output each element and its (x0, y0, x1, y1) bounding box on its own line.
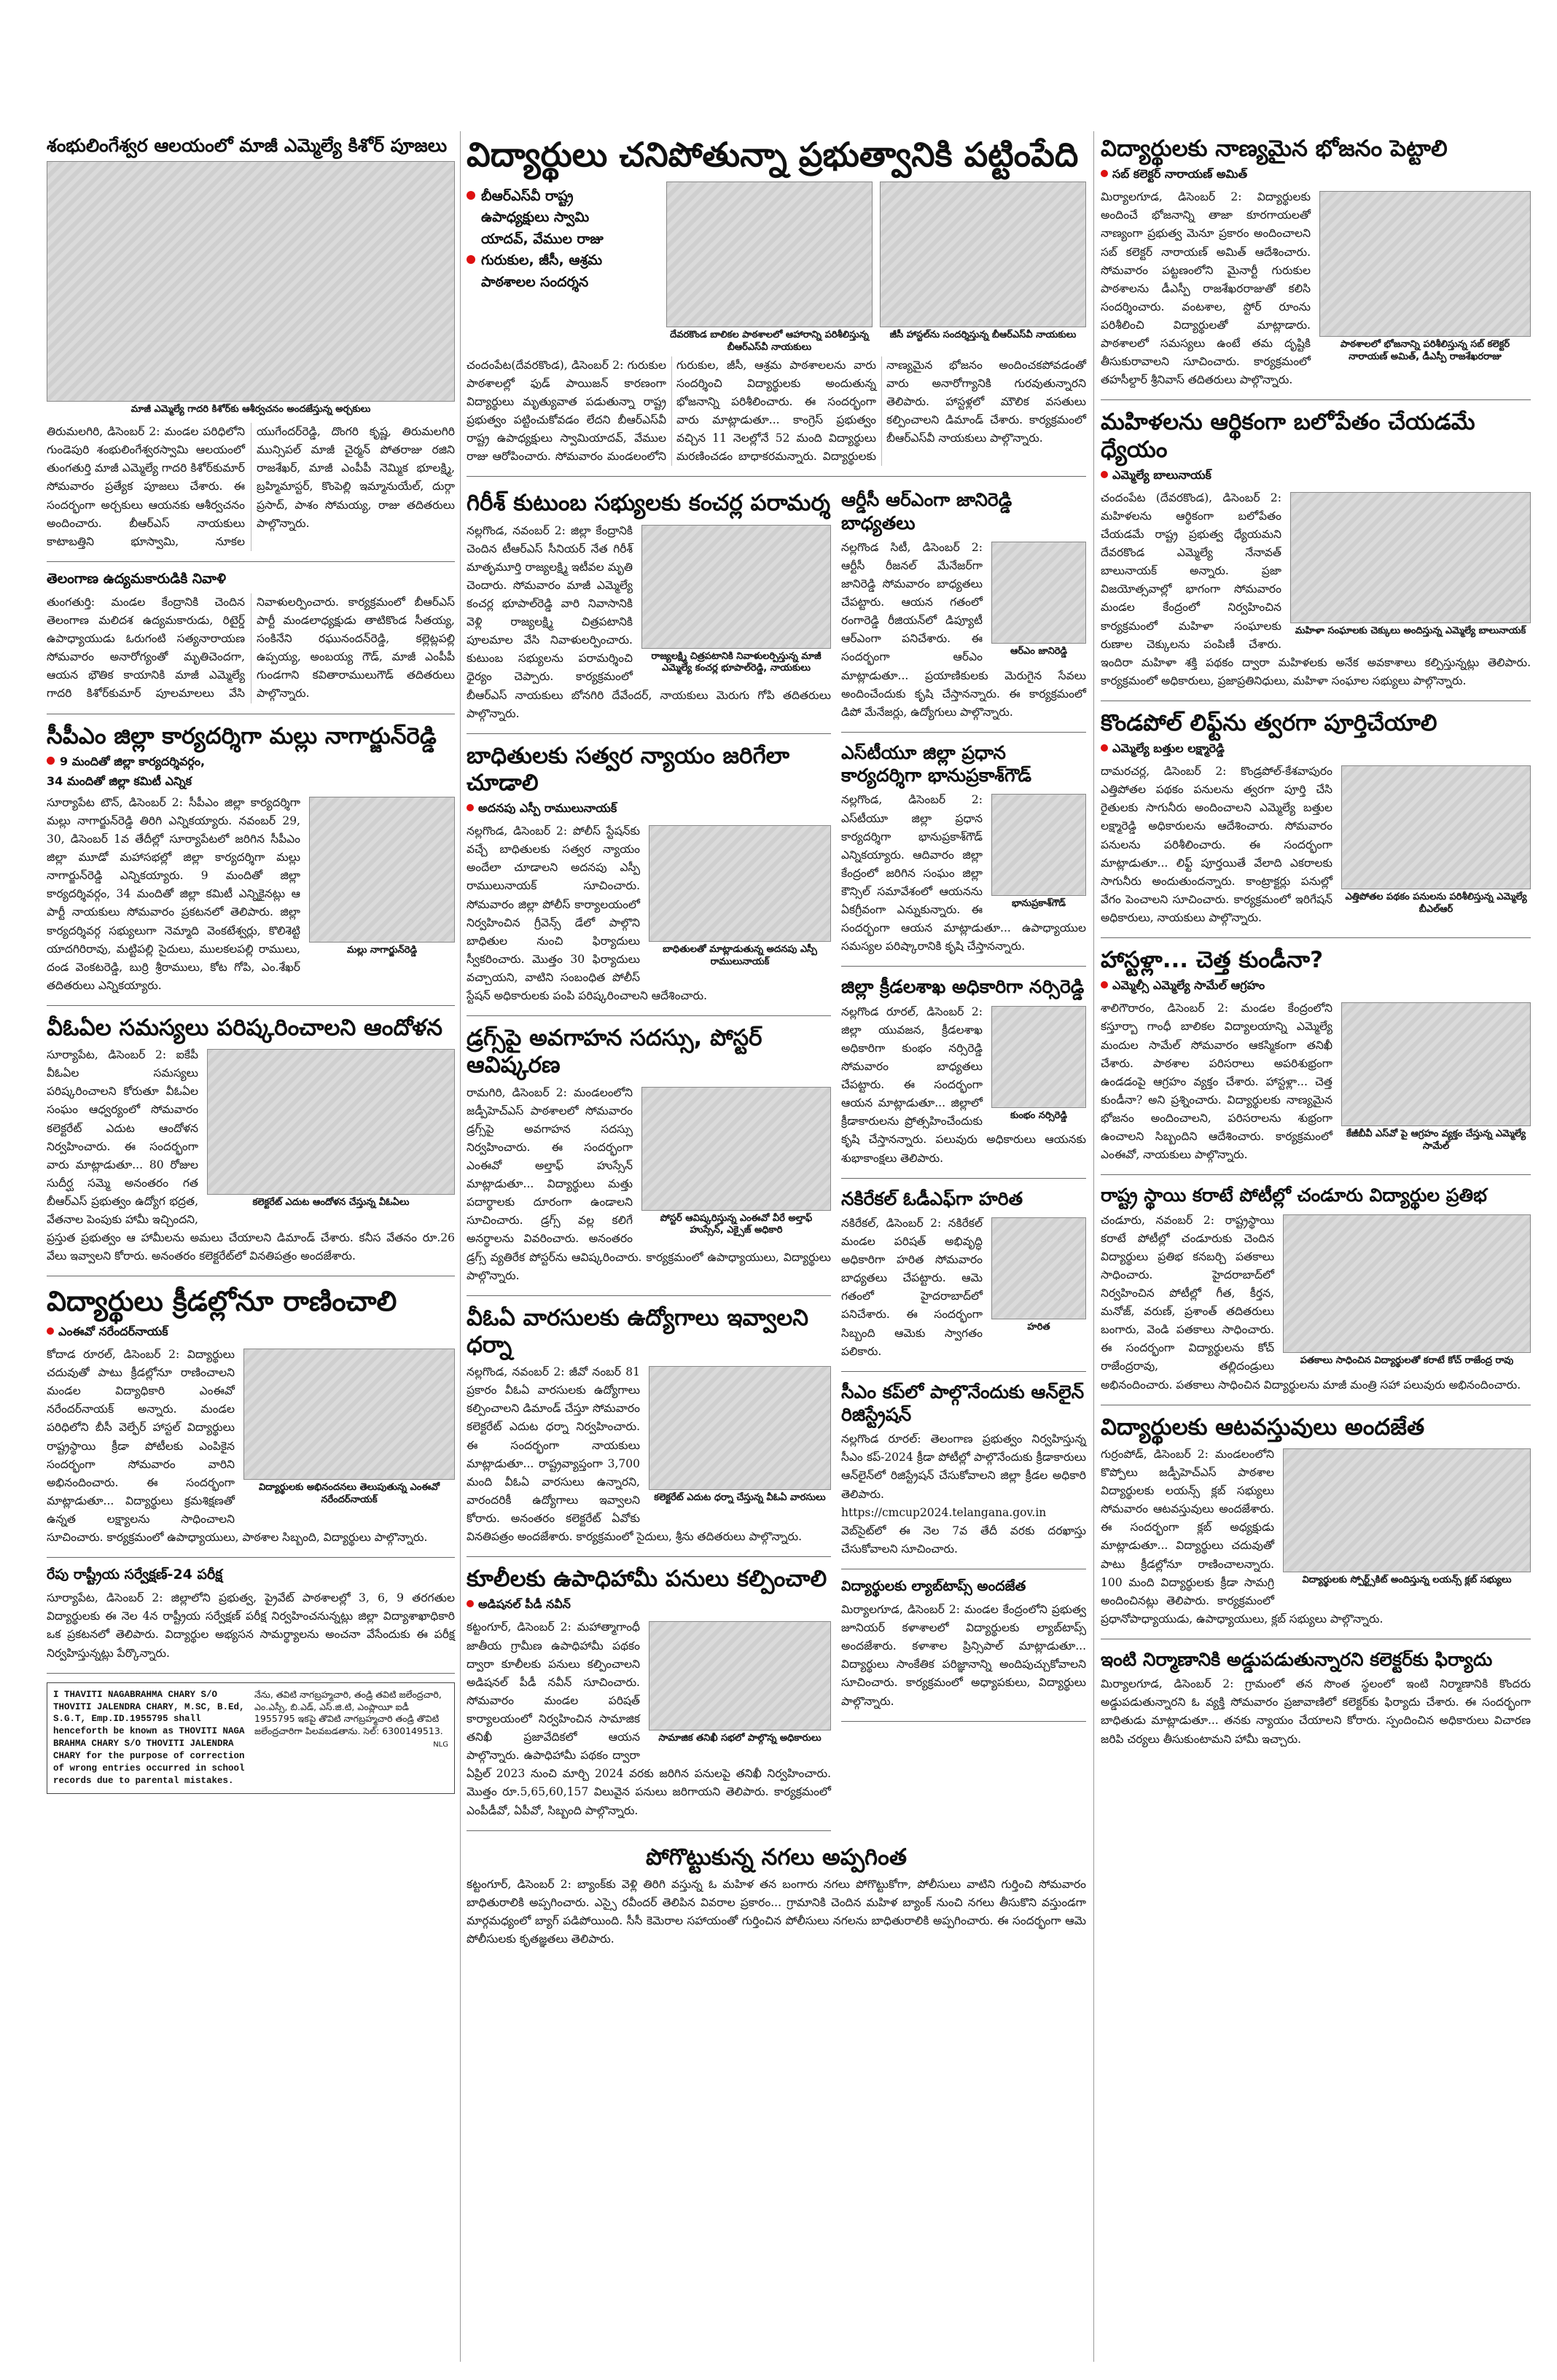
story-survey-exam (47, 1566, 455, 1673)
photo-figure (243, 1349, 455, 1509)
story-body: గుర్రంపోడ్, డిసెంబర్ 2: మండలంలోని కొప్పోలు జడ్పీహెచ్‌ఎస్ పాఠశాల విద్యార్థులకు లయన్స్ క్లబ్ సభ్యులు సోమవారం ఆటవస్తువులు అందజేశారు. ఈ సందర్భంగా క్లబ్ అధ్యక్షుడు మాట్లాడుతూ... విద్యార్థులు చదువుతో పాటు క్రీడల్లోనూ రాణించాలన్నారు. 100 మంది విద్యార్థులకు క్రీడా సామగ్రి అందించినట్లు తెలిపారు. కార్యక్రమంలో ప్రధానోపాధ్యాయుడు, ఉపాధ్యాయులు, క్లబ్ సభ్యులు పాల్గొన్నారు. (1101, 1447, 1384, 1626)
photo-caption: భానుప్రకాశ్‌గౌడ్ (1012, 898, 1066, 910)
column-rule-1 (460, 131, 461, 2362)
headline: విద్యార్థులకు ల్యాబ్‌టాప్స్ అందజేత (841, 1578, 1026, 1595)
story-laptops (841, 1578, 1086, 1722)
byline (1101, 468, 1531, 485)
bullet-text: బీఆర్‌ఎస్‌వీ రాష్ట్ర (481, 187, 574, 204)
byline-text: అడిషనల్ పీడీ నవీన్ (478, 1597, 571, 1612)
byline-text: ఎమ్మెల్యే బాలునాయక్ (1112, 467, 1211, 482)
bullet-icon (47, 757, 55, 765)
headline: ఆర్డీసీ ఆర్‌ఎంగా జానిరెడ్డి బాధ్యతలు (841, 489, 1012, 534)
bullet-item (467, 229, 656, 250)
headline: శంభులింగేశ్వర ఆలయంలో మాజీ ఎమ్మెల్యే కిశోర్ పూజలు (47, 135, 448, 156)
photo-figure (641, 1087, 831, 1240)
headline: విద్యార్థులకు నాణ్యమైన భోజనం పెట్టాలి (1101, 136, 1448, 162)
headline: కూలీలకు ఉపాధిహామీ పనులు కల్పించాలి (467, 1566, 827, 1593)
photo-figure (1283, 1448, 1531, 1589)
headline: గిరీశ్ కుటుంబ సభ్యులకు కంచర్ల పరామర్శ (467, 490, 831, 517)
story-tribute (47, 571, 455, 714)
portrait-photo (991, 1217, 1086, 1319)
headline: హాస్టళ్లా... చెత్త కుండీనా? (1101, 947, 1324, 974)
bullet-item (467, 207, 656, 228)
news-photo (207, 1049, 455, 1195)
lead-photos (666, 182, 1086, 356)
headline: మహిళలను ఆర్థికంగా బలోపేతం చేయడమే ధ్యేయం (1101, 409, 1475, 463)
story-body: నల్లగొండ, డిసెంబర్ 2: ఎస్‌టీయూ జిల్లా ప్రధాన కార్యదర్శిగా భానుప్రకాశ్‌గౌడ్ ఎన్నికయ్యారు. ఆదివారం జిల్లా కేంద్రంలో జరిగిన సంఘం జిల్లా కౌన్సిల్ సమావేశంలో ఆయనను ఏకగ్రీవంగా ఎన్నుకున్నారు. ఈ సందర్భంగా ఆయన మాట్లాడుతూ... ఉపాధ్యాయుల సమస్యల పరిష్కారానికి కృషి చేస్తానన్నారు. (841, 793, 1086, 953)
headline: ఎస్‌టీయూ జిల్లా ప్రధాన కార్యదర్శిగా భానుప్రకాశ్‌గౌడ్ (841, 741, 1032, 787)
center-row-1 (467, 485, 1086, 1839)
story-body: సూర్యాపేట టౌన్, డిసెంబర్ 2: సీపీఎం జిల్లా కార్యదర్శిగా మల్లు నాగార్జున్‌రెడ్డి తిరిగి ఎన్నికయ్యారు. నవంబర్ 29, 30, డిసెంబర్ 1వ తేదీల్లో సూర్యాపేటలో జరిగిన సీపీఎం జిల్లా మూడో మహాసభల్లో జిల్లా కార్యదర్శిగా మల్లు నాగార్జున్‌రెడ్డి ఎన్నికయ్యారు. 9 మందితో జిల్లా కార్యదర్శివర్గం, 34 మందితో జిల్లా కమిటీ ఎన్నికైనట్లు ఆ పార్టీ నాయకులు సోమవారం ప్రకటనలో తెలిపారు. జిల్లా కార్యదర్శివర్గ సభ్యులుగా నెమ్మాది వెంకటేశ్వర్లు, కొలిశెట్టి యాదగిరిరావు, మట్టిపల్లి సైదులు, ములకలపల్లి రాములు, దండ వెంకటరెడ్డి, బుర్రి శ్రీరాములు, కోట గోపి, ఎం.శేఖర్ తదితరులు ఎన్నికయ్యారు. (47, 795, 300, 992)
byline (47, 1324, 455, 1341)
column-left (47, 131, 455, 1794)
story-body: నల్లగొండ, డిసెంబర్ 2: పోలీస్ స్టేషన్‌కు వచ్చే బాధితులకు సత్వర న్యాయం అందేలా చూడాలని అదనపు ఎస్పీ రాములునాయక్ సూచించారు. సోమవారం జిల్లా పోలీస్ కార్యాలయంలో నిర్వహించిన గ్రీవెన్స్ డేలో పాల్గొని బాధితుల నుంచి ఫిర్యాదులు స్వీకరించారు. మొత్తం 30 ఫిర్యాదులు వచ్చాయని, వాటిని సంబంధిత పోలీస్ స్టేషన్ అధికారులకు పంపి పరిష్కరించాలని ఆదేశించారు. (467, 824, 708, 1003)
story-victims-justice (467, 743, 831, 1016)
bullet-text: ఉపాధ్యక్షులు స్వామి (481, 209, 590, 226)
story-body: తిరుమలగిరి, డిసెంబర్ 2: మండల పరిధిలోని గుండెపురి శంభులింగేశ్వరస్వామి ఆలయంలో తుంగతుర్తి మాజీ ఎమ్మెల్యే గాదరి కిశోర్‌కుమార్ సోమవారం ప్రత్యేక పూజలు చేశారు. ఈ సందర్భంగా అర్చకులు ఆయనకు ఆశీర్వచనం అందించారు. బీఆర్‌ఎస్ నాయకులు కాటాబత్తిని భూస్వామి, నూకల యుగేందర్‌రెడ్డి, దొంగరి కృష్ణ, తిరుమలగిరి మున్సిపల్ మాజీ చైర్మన్ పోతరాజు రజిని రాజశేఖర్, మాజీ ఎంపీపీ నెమ్మిక భూలక్ష్మి, బ్రహ్మిమాస్టర్, కొంపెల్లి ఇమ్మానుయేల్, దుర్గా ప్రసాద్, పాశం సోమయ్య, రాజు తదితరులు పాల్గొన్నారు. (47, 425, 455, 548)
story-body: సూర్యాపేట, డిసెంబర్ 2: ఐకేపీ వీఓఏల సమస్యలు పరిష్కరించాలని కోరుతూ వీఓఏల సంఘం ఆధ్వర్యంలో సోమవారం కలెక్టరేట్ ఎదుట ఆందోళన నిర్వహించారు. ఈ సందర్భంగా వారు మాట్లాడుతూ... 80 రోజుల సుదీర్ఘ సమ్మె అనంతరం గత బీఆర్‌ఎస్ ప్రభుత్వం ఉద్యోగ భద్రత, వేతనాల పెంపుకు హామీ ఇచ్చిందని, ప్రస్తుత ప్రభుత్వం ఆ హామీలను అమలు చేయాలని డిమాండ్ చేశారు. కనీస వేతనం రూ.26 వేలు ఇవ్వాలని కోరారు. అనంతరం కలెక్టరేట్‌లో వినతిపత్రం అందజేశారు. (47, 1048, 455, 1263)
story-body: దామరచర్ల, డిసెంబర్ 2: కొండ్రపోల్-కేశవాపురం ఎత్తిపోతల పథకం పనులను త్వరగా పూర్తి చేసి రైతులకు సాగునీరు అందించాలని ఎమ్మెల్యే బత్తుల లక్ష్మారెడ్డి అధికారులను ఆదేశించారు. సోమవారం పనులను పరిశీలించారు. ఈ సందర్భంగా మాట్లాడుతూ... లిఫ్ట్ పూర్తయితే వేలాది ఎకరాలకు సాగునీరు అందుతుందన్నారు. కాంట్రాక్టర్లు పనుల్లో వేగం పెంచాలని సూచించారు. కార్యక్రమంలో ఇరిగేషన్ అధికారులు, నాయకులు పాల్గొన్నారు. (1101, 765, 1332, 925)
photo-caption: ఎత్తిపోతల పథకం పనులను పరిశీలిస్తున్న ఎమ్మెల్యే బీఎల్‌ఆర్ (1345, 891, 1527, 916)
byline (467, 801, 831, 818)
story-quality-food (1101, 136, 1531, 400)
photo-figure (1319, 191, 1531, 366)
story-karate (1101, 1184, 1531, 1405)
story-voa-protest (47, 1015, 455, 1277)
news-photo (1341, 765, 1531, 889)
photo-caption: బాధితులతో మాట్లాడుతున్న అదనపు ఎస్పీ రాములునాయక్ (663, 944, 817, 967)
bullet-icon (467, 804, 474, 811)
photo-caption: కలెక్టరేట్ ఎదుట ధర్నా చేస్తున్న వీఓఏ వారసులు (654, 1492, 826, 1504)
story-body: నల్లగొండ రూరల్: తెలంగాణ ప్రభుత్వం నిర్వహిస్తున్న సీఎం కప్-2024 క్రీడా పోటీల్లో పాల్గొనేందుకు క్రీడాకారులు ఆన్‌లైన్‌లో రిజిస్ట్రేషన్ చేసుకోవాలని జిల్లా క్రీడల అధికారి తెలిపారు. https://cmcup2024.telangana.gov.in వెబ్‌సైట్‌లో ఈ నెల 7వ తేదీ వరకు దరఖాస్తు చేసుకోవాలని సూచించారు. (841, 1432, 1086, 1556)
lead-bullets (467, 186, 656, 351)
photo-figure (1290, 492, 1531, 640)
story-body: తుంగతుర్తి: మండల కేంద్రానికి చెందిన తెలంగాణ మలిదశ ఉద్యమకారుడు, రిటైర్డ్ ఉపాధ్యాయుడు ఓరుగంటి సత్యనారాయణ సోమవారం అనారోగ్యంతో మృతిచెందగా, ఆయన భౌతిక కాయానికి మాజీ ఎమ్మెల్యే గాదరి కిశోర్‌కుమార్ పూలమాలలు వేసి నివాళులర్పించారు. కార్యక్రమంలో బీఆర్‌ఎస్ పార్టీ మండలాధ్యక్షుడు తాటికొండ సీతయ్య, సంకినేని రఘునందన్‌రెడ్డి, కల్లెట్లపల్లి ఉప్పయ్య, అంబయ్య గౌడ్, మాజీ ఎంపీపీ గుండగాని కవితారాములుగౌడ్ తదితరులు పాల్గొన్నారు. (47, 595, 455, 701)
story-rtc-rm (841, 488, 1086, 733)
byline (1101, 167, 1531, 184)
news-photo (1283, 1214, 1531, 1353)
portrait-figure (991, 794, 1086, 913)
news-photo (243, 1349, 455, 1480)
story-body: చండూరు, నవంబర్ 2: రాష్ట్రస్థాయి కరాటే పోటీల్లో చండూరుకు చెందిన విద్యార్థులు ప్రతిభ కనబర్చి పతకాలు సాధించారు. హైదరాబాద్‌లో నిర్వహించిన పోటీల్లో గీత, కీర్తన, మనోజ్, వరుణ్, ప్రశాంత్ తదితరులు బంగారు, వెండి పతకాలు సాధించారు. ఈ సందర్భంగా విద్యార్థులను కోచ్ రాజేంద్రరావు, తల్లిదండ్రులు అభినందించారు. పతకాలు సాధించిన విద్యార్థులను మాజీ మంత్రి సహా పలువురు అభినందించారు. (1101, 1213, 1521, 1392)
news-photo (880, 182, 1086, 327)
photo-caption: హరిత (1027, 1321, 1050, 1333)
story-body: రామగిరి, డిసెంబర్ 2: మండలంలోని జడ్పీహెచ్‌ఎస్ పాఠశాలలో సోమవారం డ్రగ్స్‌పై అవగాహన సదస్సు నిర్వహించారు. ఈ సందర్భంగా ఎంఈవో అల్తాఫ్ హుస్సేన్ మాట్లాడుతూ... విద్యార్థులు మత్తు పదార్థాలకు దూరంగా ఉండాలని సూచించారు. డ్రగ్స్ వల్ల కలిగే అనర్థాలను వివరించారు. అనంతరం డ్రగ్స్ వ్యతిరేక పోస్టర్‌ను ఆవిష్కరించారు. కార్యక్రమంలో ఉపాధ్యాయులు, విద్యార్థులు పాల్గొన్నారు. (467, 1085, 831, 1282)
headline: వీఓఏల సమస్యలు పరిష్కరించాలని ఆందోళన (47, 1014, 443, 1041)
story-voa-heirs (467, 1305, 831, 1557)
story-kondapol-lift (1101, 710, 1531, 938)
photo-caption: పోస్టర్ ఆవిష్కరిస్తున్న ఎంఈవో వీరే అల్తాఫ్ హుస్సేన్, ఎక్సైజ్ అధికారి (660, 1212, 813, 1236)
story-sports-officer (841, 975, 1086, 1178)
lead-photo-row (666, 182, 1086, 356)
notice-english: I THAVITI NAGABRAHMA CHARY S/O THOVITI JALENDRA CHARY, M.SC, B.Ed, S.G.T, Emp.ID.1955795 shall henceforth be known as THOVITI NAGA BRAHMA CHARY S/O THOVITI JALENDRA CHARY for the purpose of correction of wrong entries occurred in school records due to parental mistakes. (53, 1689, 245, 1786)
bullet-icon (467, 191, 475, 200)
column-right (1101, 131, 1531, 1768)
photo-figure (1341, 1002, 1531, 1155)
photo-caption: కుంభం నర్సిరెడ్డి (1010, 1109, 1067, 1121)
photo-caption: మల్లు నాగార్జున్‌రెడ్డి (346, 944, 418, 956)
notice-tag: NLG (433, 1741, 448, 1749)
photo-figure (649, 1621, 831, 1747)
news-photo (666, 182, 873, 327)
headline: బాధితులకు సత్వర న్యాయం జరిగేలా చూడాలి (467, 742, 790, 796)
story-mgnrega (467, 1566, 831, 1830)
photo-figure (207, 1049, 455, 1212)
news-photo (641, 525, 831, 649)
photo-caption: పాఠశాలలో భోజనాన్ని పరిశీలిస్తున్న సబ్ కలెక్టర్ నారాయణ్ అమిత్, డీఎస్పీ రాజశేఖరరాజు (1340, 339, 1510, 363)
story-body: శాలిగౌరారం, డిసెంబర్ 2: మండల కేంద్రంలోని కస్తూర్బా గాంధీ బాలికల విద్యాలయాన్ని ఎమ్మెల్యే మందుల సామేల్ సోమవారం ఆకస్మికంగా తనిఖీ చేశారు. పాఠశాల పరిసరాలు అపరిశుభ్రంగా ఉండడంపై ఆగ్రహం వ్యక్తం చేశారు. హాస్టళ్లా... చెత్త కుండీనా? అని ప్రశ్నించారు. విద్యార్థులకు నాణ్యమైన భోజనం అందించాలని, పరిసరాలను శుభ్రంగా ఉంచాలని సిబ్బందిని ఆదేశించారు. కార్యక్రమంలో ఎంఈవో, నాయకులు పాల్గొన్నారు. (1101, 1002, 1332, 1162)
photo-caption: జీసీ హాస్టల్‌ను సందర్శిస్తున్న బీఆర్‌ఎస్‌వీ నాయకులు (889, 329, 1077, 340)
photo-figure (1341, 765, 1531, 918)
story-body: చందంపేట (దేవరకొండ), డిసెంబర్ 2: మహిళలను ఆర్థికంగా బలోపేతం చేయడమే రాష్ట్ర ప్రభుత్వ ధ్యేయమని దేవరకొండ ఎమ్మెల్యే నేనావత్ బాలునాయక్ అన్నారు. ప్రజా విజయోత్సవాల్లో భాగంగా సోమవారం మండల కేంద్రంలో నిర్వహించిన కార్యక్రమంలో మహిళా సంఘాలకు రుణాల చెక్కులను పంపిణీ చేశారు. ఇందిరా మహిళా శక్తి పథకం ద్వారా మహిళలకు అనేక అవకాశాలు కల్పిస్తున్నట్లు తెలిపారు. కార్యక్రమంలో అధికారులు, ప్రజాప్రతినిధులు, మహిళా సంఘాల సభ్యులు పాల్గొన్నారు. (1101, 491, 1531, 687)
column-rule-2 (1093, 131, 1094, 2362)
bullet-icon (1101, 981, 1108, 988)
story-body: కోదాడ రూరల్, డిసెంబర్ 2: విద్యార్థులు చదువుతో పాటు క్రీడల్లోనూ రాణించాలని మండల విద్యాధికారి ఎంఈవో నరేందర్‌నాయక్ అన్నారు. మండల పరిధిలోని బీసీ వెల్ఫేర్ హాస్టల్ విద్యార్థులు రాష్ట్రస్థాయి క్రీడా పోటీలకు ఎంపికైన సందర్భంగా సోమవారం వారిని అభినందించారు. ఈ సందర్భంగా మాట్లాడుతూ... విద్యార్థులు క్రమశిక్షణతో ఉన్నత లక్ష్యాలను సాధించాలని సూచించారు. కార్యక్రమంలో ఉపాధ్యాయులు, పాఠశాల సిబ్బంది, విద్యార్థులు పాల్గొన్నారు. (47, 1348, 428, 1545)
byline (1101, 741, 1531, 758)
lead-headline: విద్యార్థులు చనిపోతున్నా ప్రభుత్వానికి పట్టింపేది (467, 135, 1079, 174)
news-photo (649, 1621, 831, 1731)
byline-text: సబ్ కలెక్టర్ నారాయణ్ అమిత్ (1112, 167, 1248, 182)
bullet-item (467, 186, 656, 207)
headline: తెలంగాణ ఉద్యమకారుడికి నివాళి (47, 570, 227, 587)
headline: నకిరేకల్ ఓడీఎఫ్‌గా హరిత (841, 1187, 1023, 1209)
photo-figure (666, 182, 873, 356)
story-cm-cup (841, 1381, 1086, 1569)
headline: విద్యార్థులకు ఆటవస్తువులు అందజేత (1101, 1413, 1425, 1440)
story-body: నల్లగొండ సిటీ, డిసెంబర్ 2: ఆర్టీసీ రీజనల్ మేనేజర్‌గా జానిరెడ్డి సోమవారం బాధ్యతలు చేపట్టారు. ఆయన గతంలో రంగారెడ్డి రీజియన్‌లో డిప్యూటీ ఆర్‌ఎంగా పనిచేశారు. ఈ సందర్భంగా ఆర్‌ఎం మాట్లాడుతూ... ప్రయాణికులకు మెరుగైన సేవలు అందించేందుకు కృషి చేస్తానన్నారు. ఈ కార్యక్రమంలో డిపో మేనేజర్లు, ఉద్యోగులు పాల్గొన్నారు. (841, 540, 1086, 719)
name-change-notice (47, 1682, 455, 1794)
column-center (467, 131, 1086, 1967)
story-body: నల్లగొండ, నవంబర్ 2: జిల్లా కేంద్రానికి చెందిన టీఆర్‌ఎస్ సీనియర్ నేత గిరీశ్ మాతృమూర్తి రాజ్యలక్ష్మి ఇటీవల మృతి చెందారు. సోమవారం మాజీ ఎమ్మెల్యే కంచర్ల భూపాల్‌రెడ్డి వారి నివాసానికి వెళ్లి రాజ్యలక్ష్మి చిత్రపటానికి పూలమాల వేసి నివాళులర్పించారు. కుటుంబ సభ్యులను పరామర్శించి ధైర్యం చెప్పారు. కార్యక్రమంలో బీఆర్‌ఎస్ నాయకులు బోనగిరి దేవేందర్, నాయకులు మెరుగు గోపి తదితరులు పాల్గొన్నారు. (467, 523, 831, 720)
story-body: మిర్యాలగూడ, డిసెంబర్ 2: విద్యార్థులకు అందించే భోజనాన్ని తాజా కూరగాయలతో నాణ్యంగా ప్రభుత్వ మెనూ ప్రకారం అందించాలని సబ్ కలెక్టర్ నారాయణ్ అమిత్ ఆదేశించారు. సోమవారం పట్టణంలోని మైనార్టీ గురుకుల పాఠశాలను డీఎస్పీ రాజశేఖరరాజుతో కలిసి సందర్శించారు. వంటశాల, స్టోర్ రూంను పరిశీలించి విద్యార్థులతో మాట్లాడారు. పాఠశాలలో సమస్యలు ఉంటే తమ దృష్టికి తీసుకురావాలని సూచించారు. కార్యక్రమంలో తహసీల్దార్ శ్రీనివాస్ తదితరులు పాల్గొన్నారు. (1101, 190, 1311, 387)
byline-text: ఎమ్మెల్యే బత్తుల లక్ష్మారెడ్డి (1112, 741, 1225, 756)
photo-caption: కేజీబీవీ ఎస్‌వో పై ఆగ్రహం వ్యక్తం చేస్తున్న ఎమ్మెల్యే సామేల్ (1346, 1128, 1526, 1152)
story-lead-students (467, 136, 1086, 477)
news-photo (1341, 1002, 1531, 1126)
photo-caption: మాజీ ఎమ్మెల్యే గాదరి కిశోర్‌కు ఆశీర్వచనం అందజేస్తున్న అర్చకులు (130, 404, 371, 415)
kicker (47, 754, 455, 771)
portrait-photo (309, 797, 455, 943)
portrait-figure (991, 1006, 1086, 1125)
story-drugs-awareness (467, 1025, 831, 1296)
news-photo (649, 1366, 831, 1490)
bullet-icon (467, 255, 475, 264)
photo-caption: రాజ్యలక్ష్మి చిత్రపటానికి నివాళులర్పిస్తున్న మాజీ ఎమ్మెల్యే కంచర్ల భూపాల్‌రెడ్డి, నాయకులు (651, 650, 822, 674)
bullet-text: పాఠశాలల సందర్శన (481, 273, 589, 290)
headline: సీపీఎం జిల్లా కార్యదర్శిగా మల్లు నాగార్జున్‌రెడ్డి (47, 722, 437, 749)
headline: రేపు రాష్ట్రీయ సర్వేక్షణ్-24 పరీక్ష (47, 1566, 223, 1583)
portrait-figure (991, 1217, 1086, 1336)
bullet-icon (467, 1600, 474, 1607)
photo-caption: దేవరకొండ బాలికల పాఠశాలలో ఆహారాన్ని పరిశీలిస్తున్న బీఆర్‌ఎస్‌వీ నాయకులు (670, 329, 869, 353)
headline: రాష్ట్ర స్థాయి కరాటే పోటీల్లో చండూరు విద్యార్థుల ప్రతిభ (1101, 1185, 1487, 1206)
photo-caption: సామాజిక తనిఖీ సభలో పాల్గొన్న అధికారులు (658, 1733, 822, 1744)
story-body: నకిరేకల్, డిసెంబర్ 2: నకిరేకల్ మండల పరిషత్ అభివృద్ధి అధికారిగా హరిత సోమవారం బాధ్యతలు చేపట్టారు. ఆమె గతంలో హైదరాబాద్‌లో పనిచేశారు. ఈ సందర్భంగా సిబ్బంది ఆమెకు స్వాగతం పలికారు. (841, 1216, 983, 1358)
photo-caption: మహిళా సంఘాలకు చెక్కులు అందిస్తున్న ఎమ్మెల్యే బాలునాయక్ (1295, 625, 1526, 636)
photo-caption: విద్యార్థులకు అభినందనలు తెలుపుతున్న ఎంఈవో నరేందర్‌నాయక్ (258, 1482, 440, 1505)
kicker-text: 34 మందితో జిల్లా కమిటీ ఎన్నిక (47, 773, 192, 788)
photo-figure (880, 182, 1086, 356)
portrait-photo (991, 542, 1086, 644)
story-body: కట్టంగూర్, డిసెంబర్ 2: మహాత్మాగాంధీ జాతీయ గ్రామీణ ఉపాధిహామీ పథకం ద్వారా కూలీలకు పనులు కల్పించాలని అడిషనల్ పీడీ నవీన్ సూచించారు. సోమవారం మండల పరిషత్ కార్యాలయంలో నిర్వహించిన సామాజిక తనిఖీ ప్రజావేదికలో ఆయన పాల్గొన్నారు. ఉపాధిహామీ పథకం ద్వారా ఏప్రిల్ 2023 నుంచి మార్చి 2024 వరకు జరిగిన పనులపై తనిఖీ నిర్వహించారు. మొత్తం రూ.5,65,60,157 విలువైన పనులు జరిగాయని తెలిపారు. కార్యక్రమంలో ఎంపీడీవో, ఏపీవో, సిబ్బంది పాల్గొన్నారు. (467, 1620, 831, 1817)
story-hostel-garbage (1101, 947, 1531, 1175)
byline-text: అదనపు ఎస్పీ రాములునాయక్ (478, 801, 617, 816)
story-body: నల్లగొండ రూరల్, డిసెంబర్ 2: జిల్లా యువజన, క్రీడలశాఖ అధికారిగా కుంభం నర్సిరెడ్డి సోమవారం బాధ్యతలు చేపట్టారు. ఈ సందర్భంగా ఆయన మాట్లాడుతూ... జిల్లాలో క్రీడాకారులను ప్రోత్సహించేందుకు కృషి చేస్తానన్నారు. పలువురు అధికారులు ఆయనకు శుభాకాంక్షలు తెలిపారు. (841, 1004, 1086, 1165)
headline: కొండపోల్ లిఫ్ట్‌ను త్వరగా పూర్తిచేయాలి (1101, 709, 1437, 736)
headline: డ్రగ్స్‌పై అవగాహన సదస్సు, పోస్టర్ ఆవిష్కరణ (467, 1025, 762, 1079)
story-sports-kits (1101, 1414, 1531, 1639)
news-photo (1319, 191, 1531, 337)
headline: వీఓఏ వారసులకు ఉద్యోగాలు ఇవ్వాలని ధర్నా (467, 1304, 808, 1358)
bullet-text: యాదవ్, వేముల రాజు (481, 230, 604, 247)
story-jewels-returned (467, 1844, 1086, 1959)
story-body: నల్లగొండ, నవంబర్ 2: జీవో నంబర్ 81 ప్రకారం వీఓఏ వారసులకు ఉద్యోగాలు కల్పించాలని డిమాండ్ చేస్తూ సోమవారం కలెక్టరేట్ ఎదుట ధర్నా నిర్వహించారు. ఈ సందర్భంగా నాయకులు మాట్లాడుతూ... రాష్ట్రవ్యాప్తంగా 3,700 మంది వీఓఏ వారసులు ఉన్నారని, వారందరికీ ఉద్యోగాలు ఇవ్వాలని కోరారు. అనంతరం కలెక్టరేట్ ఏవోకు వినతిపత్రం అందజేశారు. కార్యక్రమంలో సైదులు, శ్రీను తదితరులు పాల్గొన్నారు. (467, 1365, 803, 1544)
story-body: మిర్యాలగూడ, డిసెంబర్ 2: గ్రామంలో తన సొంత స్థలంలో ఇంటి నిర్మాణానికి కొందరు అడ్డుపడుతున్నారని ఓ వ్యక్తి సోమవారం ప్రజావాణిలో కలెక్టర్‌కు ఫిర్యాదు చేశారు. ఈ సందర్భంగా బాధితుడు మాట్లాడుతూ... తనకు న్యాయం చేయాలని కోరారు. స్పందించిన అధికారులు విచారణ జరిపి చర్యలు తీసుకుంటామని హామీ ఇచ్చారు. (1101, 1677, 1531, 1746)
headline: ఇంటి నిర్మాణానికి అడ్డుపడుతున్నారని కలెక్టర్‌కు ఫిర్యాదు (1101, 1648, 1493, 1670)
news-photo (47, 161, 455, 402)
story-body: చందంపేట(దేవరకొండ), డిసెంబర్ 2: గురుకుల పాఠశాలల్లో ఫుడ్ పాయిజన్ కారణంగా విద్యార్థులు మృత్యువాత పడుతున్నా రాష్ట్ర ప్రభుత్వం పట్టించుకోవడం లేదని బీఆర్‌ఎస్‌వీ రాష్ట్ర ఉపాధ్యక్షులు స్వామియాదవ్, వేముల రాజు ఆరోపించారు. సోమవారం మండలంలోని గురుకుల, జీసీ, ఆశ్రమ పాఠశాలలను వారు సందర్శించి విద్యార్థులకు అందుతున్న భోజనాన్ని పరిశీలించారు. ఈ సందర్భంగా వారు మాట్లాడుతూ... కాంగ్రెస్ ప్రభుత్వం వచ్చిన 11 నెలల్లోనే 52 మంది విద్యార్థులు మరణించడం బాధాకరమన్నారు. విద్యార్థులకు నాణ్యమైన భోజనం అందించకపోవడంతో వారు అనారోగ్యానికి గురవుతున్నారని తెలిపారు. హాస్టళ్లలో మౌలిక వసతులు కల్పించాలని డిమాండ్ చేశారు. కార్యక్రమంలో బీఆర్‌ఎస్‌వీ నాయకులు పాల్గొన్నారు. (467, 358, 1086, 464)
bullet-icon (47, 1327, 54, 1335)
portrait-photo (991, 794, 1086, 896)
story-body: సూర్యాపేట, డిసెంబర్ 2: జిల్లాలోని ప్రభుత్వ, ప్రైవేట్ పాఠశాలల్లో 3, 6, 9 తరగతుల విద్యార్థులకు ఈ నెల 4న రాష్ట్రీయ సర్వేక్షణ్ పరీక్ష నిర్వహించనున్నట్లు జిల్లా విద్యాశాఖాధికారి ఒక ప్రకటనలో తెలిపారు. విద్యార్థుల అభ్యసన సామర్థ్యాలను అంచనా వేసేందుకు ఈ పరీక్ష నిర్వహిస్తున్నట్లు పేర్కొన్నారు. (47, 1591, 455, 1660)
story-house-complaint (1101, 1648, 1531, 1759)
headline: విద్యార్థులు క్రీడల్లోనూ రాణించాలి (47, 1285, 397, 1318)
bullet-item (467, 250, 656, 271)
photo-caption: విద్యార్థులకు స్పోర్ట్స్‌కిట్ అందిస్తున్న లయన్స్ క్లబ్ సభ్యులు (1302, 1574, 1512, 1585)
photo-figure (47, 161, 455, 418)
news-photo (1290, 492, 1531, 623)
photo-caption: ఆర్‌ఎం జానిరెడ్డి (1010, 645, 1068, 657)
story-body: కట్టంగూర్, డిసెంబర్ 2: బ్యాంక్‌కు వెళ్లి తిరిగి వస్తున్న ఓ మహిళ తన బంగారు నగలు పోగొట్టుకోగా, పోలీసులు వాటిని గుర్తించి సోమవారం బాధితురాలికి అప్పగించారు. ఎస్సై రవీందర్ తెలిపిన వివరాల ప్రకారం... గ్రామానికి చెందిన మహిళ బ్యాంక్ నుంచి నగలు తీసుకొని వస్తుండగా మార్గమధ్యంలో బ్యాగ్ పడిపోయింది. సీసీ కెమెరాల సహాయంతో గుర్తించిన పోలీసులు నగలను బాధితురాలికి అప్పగించారు. ఈ సందర్భంగా ఆమె పోలీసులకు కృతజ్ఞతలు తెలిపారు. (467, 1877, 1086, 1946)
bullet-text: గురుకుల, జీసీ, ఆశ్రమ (481, 252, 603, 269)
photo-caption: పతకాలు సాధించిన విద్యార్థులతో కరాటే కోచ్ రాజేంద్ర రావు (1300, 1354, 1514, 1366)
kicker (47, 774, 455, 791)
bullet-item (467, 272, 656, 293)
portrait-figure (991, 542, 1086, 660)
byline (467, 1597, 831, 1614)
story-kancharla (467, 490, 831, 733)
photo-figure (649, 825, 831, 971)
headline: సీఎం కప్‌లో పాల్గొనేందుకు ఆన్‌లైన్ రిజిస్ట్రేషన్ (841, 1381, 1085, 1426)
story-cpm-secretary (47, 723, 455, 1006)
story-students-sports (47, 1285, 455, 1558)
news-photo (641, 1087, 831, 1211)
headline: జిల్లా క్రీడలశాఖ అధికారిగా నర్సిరెడ్డి (841, 976, 1085, 998)
center-left-stack (467, 485, 831, 1839)
story-body: మిర్యాలగూడ, డిసెంబర్ 2: మండల కేంద్రంలోని ప్రభుత్వ జూనియర్ కళాశాలలో విద్యార్థులకు ల్యాబ్‌టాప్స్ అందజేశారు. కళాశాల ప్రిన్సిపాల్ మాట్లాడుతూ... విద్యార్థులు సాంకేతిక పరిజ్ఞానాన్ని అందిపుచ్చుకోవాలని సూచించారు. కార్యక్రమంలో అధ్యాపకులు, విద్యార్థులు పాల్గొన్నారు. (841, 1603, 1086, 1708)
notice-telugu (254, 1689, 448, 1787)
story-women-empowerment (1101, 409, 1531, 701)
news-photo (649, 825, 831, 942)
photo-figure (1283, 1214, 1531, 1370)
notice-telugu-text: నేను, తవిటి నాగబ్రహ్మచారి, తండ్రి తవిటి జలేంద్రచారి, ఎం.ఎస్సీ, బి.ఎడ్, ఎస్.జి.టి, ఎంప్లాయీ ఐడీ 1955795 ఇకపై తొవిటి నాగబ్రహ్మచారి తండ్రి తొవిటి జలేంద్రచారిగా పిలవబడతాను. సెల్: 6300149513. (254, 1688, 443, 1737)
photo-caption: కలెక్టరేట్ ఎదుట ఆందోళన చేస్తున్న వీఓఏలు (252, 1197, 410, 1209)
lead-top (467, 182, 1086, 356)
center-right-stack (841, 485, 1086, 1839)
byline-text: ఎంఈవో నరేందర్‌నాయక్ (58, 1324, 168, 1339)
story-shambhulingeshwara (47, 134, 455, 562)
bullet-icon (1101, 471, 1108, 478)
story-stu-secretary (841, 741, 1086, 967)
kicker-text: 9 మందితో జిల్లా కార్యదర్శివర్గం, (60, 754, 206, 768)
bullet-icon (1101, 170, 1108, 177)
photo-figure (641, 525, 831, 678)
headline: పోగొట్టుకున్న నగలు అప్పగింత (646, 1843, 907, 1870)
bullet-icon (1101, 744, 1108, 752)
photo-figure (649, 1366, 831, 1507)
portrait-photo (991, 1006, 1086, 1108)
news-photo (1283, 1448, 1531, 1572)
byline-text: ఎమ్మెల్సీ ఎమ్మెల్యే సామేల్ ఆగ్రహం (1112, 978, 1265, 993)
story-nakrekal (841, 1187, 1086, 1372)
byline (1101, 978, 1531, 995)
portrait-figure (309, 797, 455, 959)
